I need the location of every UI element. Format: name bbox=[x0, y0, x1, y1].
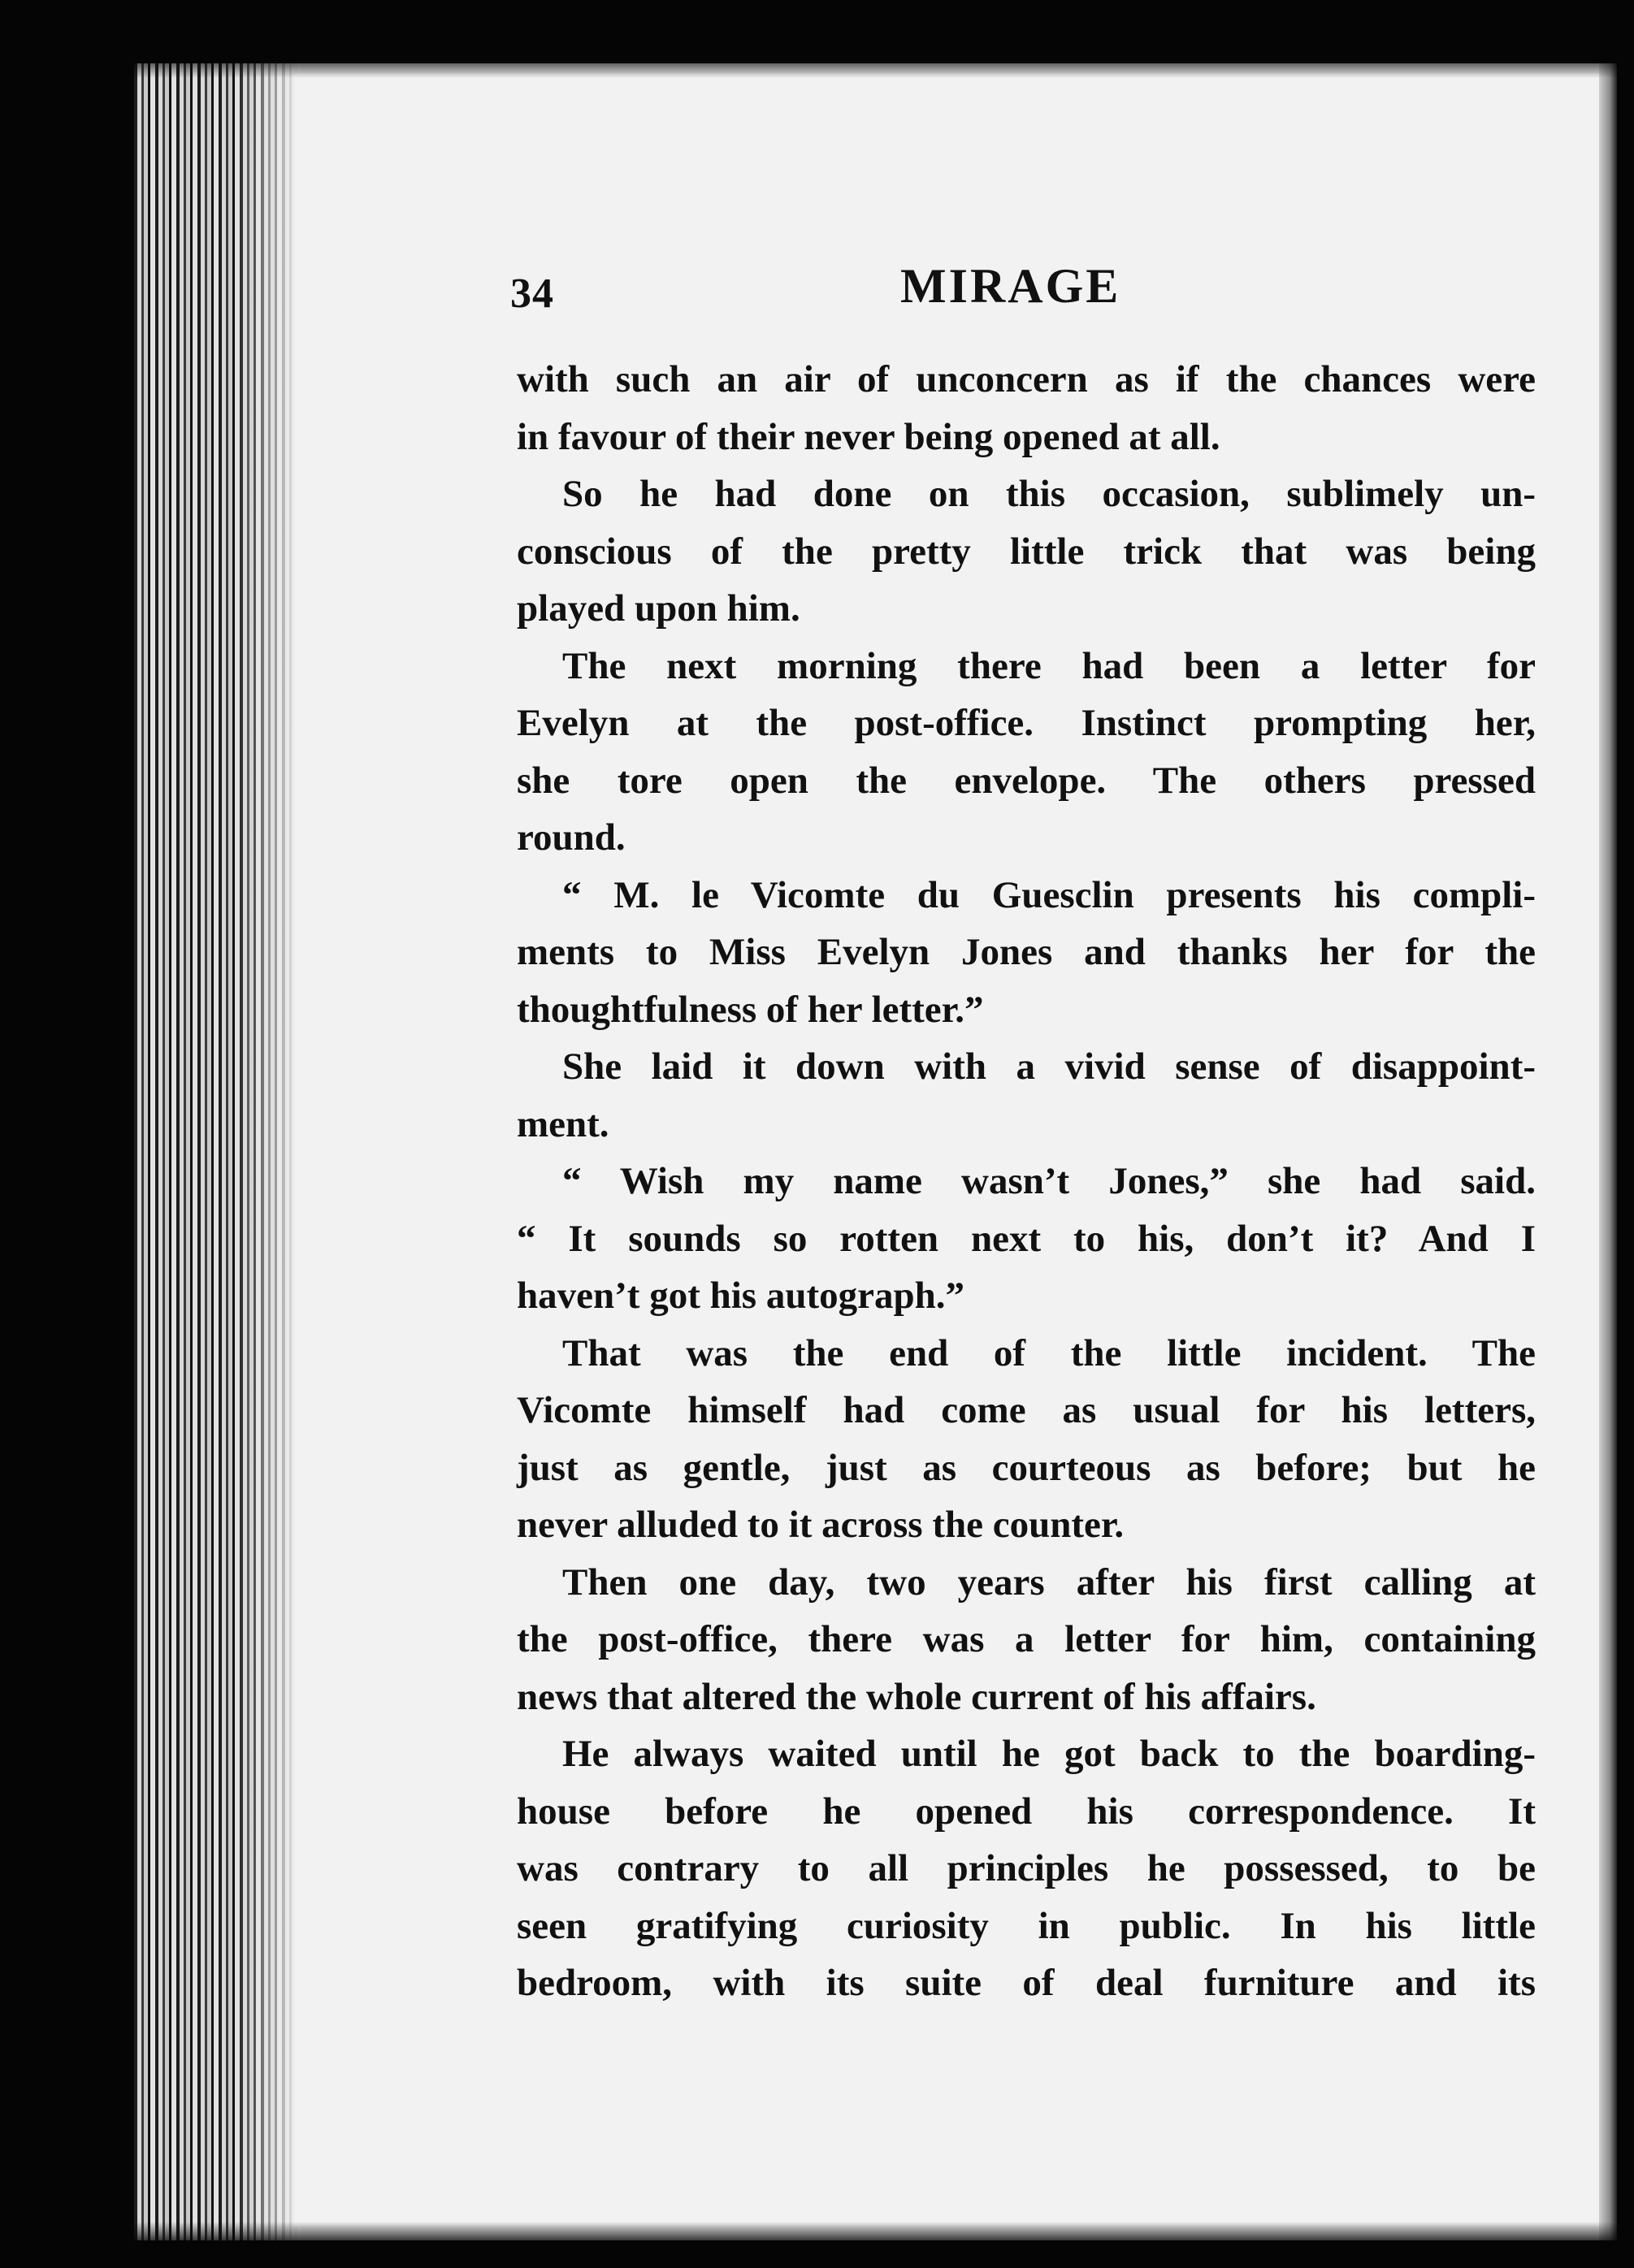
body-text bbox=[517, 351, 1536, 2012]
text-line: “ Wish my name wasn’t Jones,” she had said. bbox=[562, 1160, 1536, 1202]
text-line: seen gratifying curiosity in public. In his little bbox=[517, 1904, 1536, 1947]
text-line: The next morning there had been a letter for bbox=[562, 644, 1536, 687]
text-line: never alluded to it across the counter. bbox=[517, 1504, 1125, 1546]
top-shadow bbox=[134, 54, 1617, 78]
text-line: round. bbox=[517, 816, 626, 859]
text-line: news that altered the whole current of his affairs. bbox=[517, 1675, 1316, 1718]
text-line: “ M. le Vicomte du Guesclin presents his compli- bbox=[562, 873, 1536, 916]
text-line: ments to Miss Evelyn Jones and thanks her for the bbox=[517, 931, 1536, 973]
text-line: “ It sounds so rotten next to his, don’t it? And I bbox=[517, 1217, 1536, 1260]
text-line: conscious of the pretty little trick that was being bbox=[517, 530, 1536, 573]
book-title: MIRAGE bbox=[900, 259, 1121, 313]
text-line: bedroom, with its suite of deal furniture and its bbox=[517, 1962, 1536, 2004]
text-line: She laid it down with a vivid sense of disappoint- bbox=[562, 1045, 1536, 1088]
text-line: the post-office, there was a letter for him, containing bbox=[517, 1618, 1536, 1660]
right-page-edge bbox=[1599, 63, 1617, 2240]
running-head bbox=[510, 258, 1534, 323]
text-line: just as gentle, just as courteous as before; but he bbox=[517, 1446, 1536, 1489]
text-line: in favour of their never being opened at all. bbox=[517, 415, 1220, 458]
text-line: Vicomte himself had come as usual for his letters, bbox=[517, 1389, 1536, 1431]
text-line: she tore open the envelope. The others pressed bbox=[517, 759, 1536, 802]
text-line: was contrary to all principles he possessed, to be bbox=[517, 1847, 1536, 1889]
page-edge-fade bbox=[236, 63, 301, 2240]
text-line: thoughtfulness of her letter.” bbox=[517, 988, 984, 1031]
text-line: That was the end of the little incident. The bbox=[562, 1331, 1536, 1374]
bottom-shadow bbox=[134, 2222, 1617, 2246]
text-line: with such an air of unconcern as if the chances were bbox=[517, 358, 1536, 400]
page-number: 34 bbox=[510, 271, 554, 317]
text-line: Evelyn at the post-office. Instinct prompting her, bbox=[517, 702, 1536, 744]
text-line: ment. bbox=[517, 1102, 609, 1145]
text-line: played upon him. bbox=[517, 587, 800, 630]
text-line: Then one day, two years after his first calling at bbox=[562, 1560, 1536, 1604]
text-line: So he had done on this occasion, sublimely un- bbox=[562, 473, 1536, 515]
text-line: house before he opened his correspondence. It bbox=[517, 1790, 1536, 1833]
text-line: He always waited until he got back to the boarding- bbox=[562, 1733, 1536, 1775]
text-line: haven’t got his autograph.” bbox=[517, 1275, 965, 1317]
